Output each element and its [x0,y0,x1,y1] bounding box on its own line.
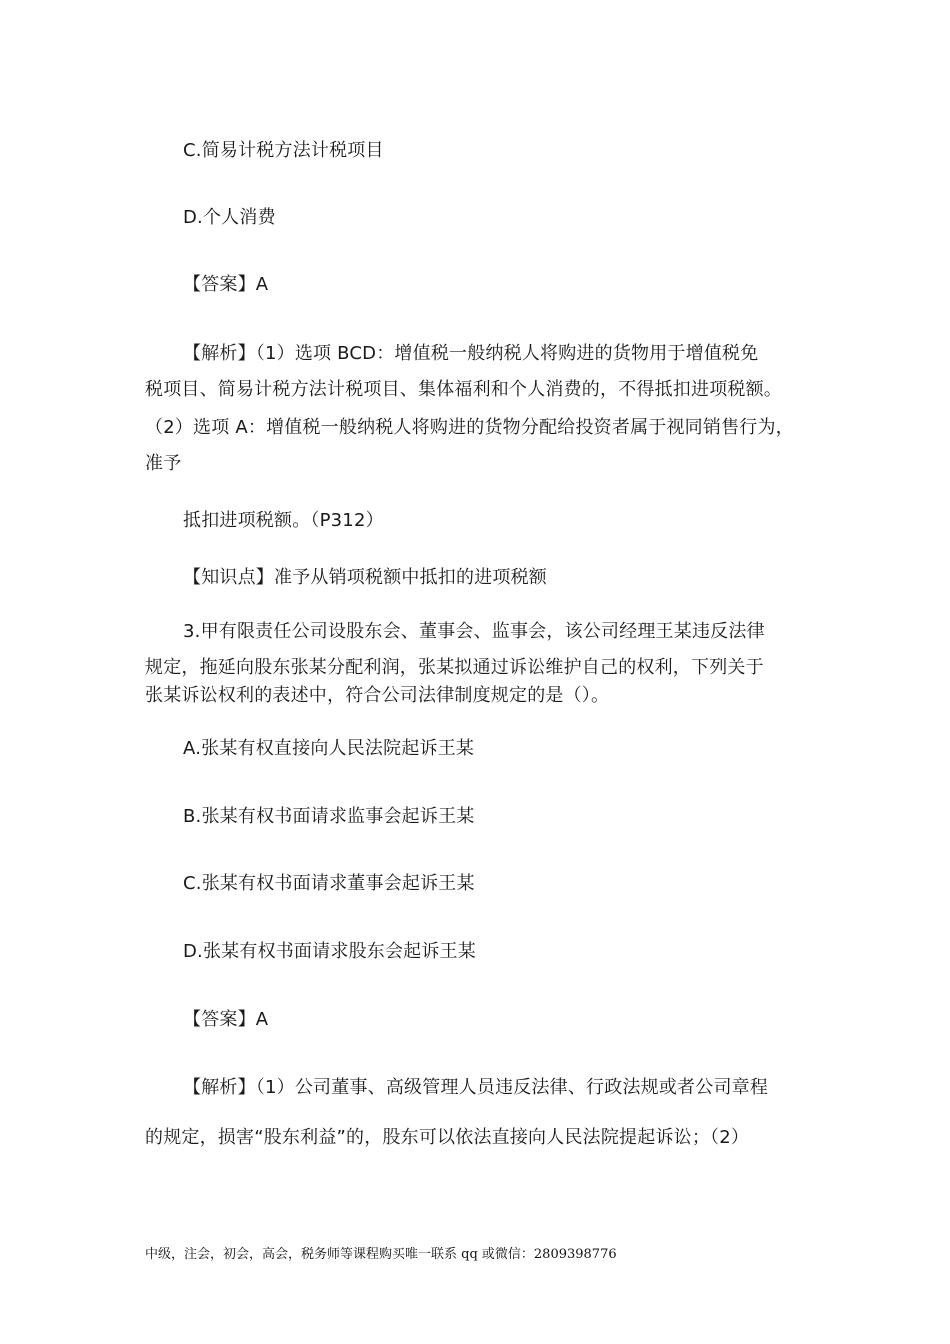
analysis-line: （2）选项 A：增值税一般纳税人将购进的货物分配给投资者属于视同销售行为， [145,417,794,438]
question-stem: 3.甲有限责任公司设股东会、董事会、监事会，该公司经理王某违反法律 [183,621,765,642]
question-stem: 张某诉讼权利的表述中，符合公司法律制度规定的是（）。 [145,685,610,706]
analysis-line: 【解析】（1）选项 BCD：增值税一般纳税人将购进的货物用于增值税免 [183,343,759,364]
analysis-line: 【解析】（1）公司董事、高级管理人员违反法律、行政法规或者公司章程 [183,1077,769,1098]
option-d: D.张某有权书面请求股东会起诉王某 [183,941,476,962]
option-c: C.张某有权书面请求董事会起诉王某 [183,873,475,894]
option-d: D.个人消费 [183,207,276,228]
question-stem: 规定，拖延向股东张某分配利润，张某拟通过诉讼维护自己的权利，下列关于 [145,657,764,678]
option-a: A.张某有权直接向人民法院起诉王某 [183,738,475,759]
answer-label: 【答案】A [183,274,269,295]
analysis-line: 抵扣进项税额。（P312） [183,510,384,531]
footer-contact: 中级，注会，初会，高会，税务师等课程购买唯一联系 qq 或微信：2809398776 [145,1247,617,1262]
knowledge-point: 【知识点】准予从销项税额中抵扣的进项税额 [183,567,547,588]
analysis-line: 的规定，损害“股东利益”的，股东可以依法直接向人民法院提起诉讼；（2） [145,1127,750,1148]
option-b: B.张某有权书面请求监事会起诉王某 [183,806,475,827]
option-c: C.简易计税方法计税项目 [183,140,384,161]
analysis-line: 税项目、简易计税方法计税项目、集体福利和个人消费的，不得抵扣进项税额。 [145,379,782,400]
answer-label: 【答案】A [183,1009,269,1030]
analysis-line: 准予 [145,453,182,474]
